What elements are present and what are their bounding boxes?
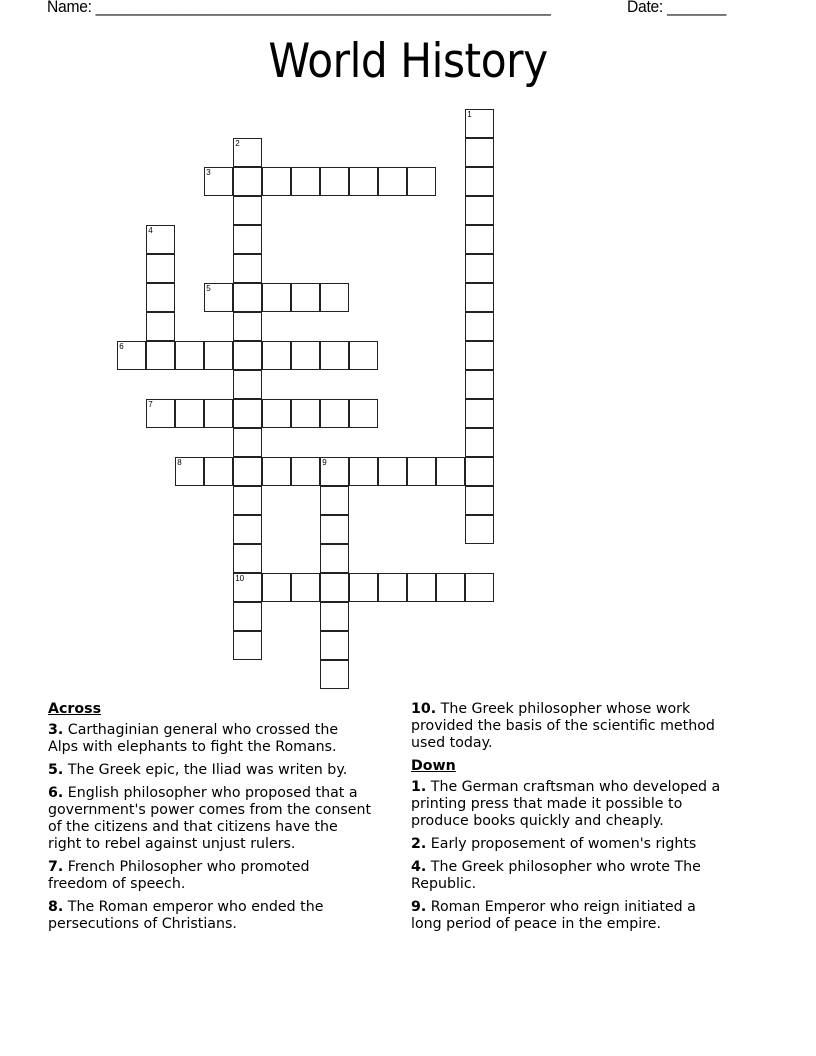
grid-cell[interactable] xyxy=(146,399,175,428)
clue-text: freedom of speech. xyxy=(48,876,186,892)
clue-text: The Greek philosopher who wrote The xyxy=(430,859,701,875)
grid-cell[interactable] xyxy=(233,196,262,225)
grid-cell[interactable] xyxy=(262,457,291,486)
clue-text: English philosopher who proposed that a xyxy=(67,785,358,801)
clue-number: 3 xyxy=(206,168,211,178)
clue-text: The Greek epic, the Iliad was writen by. xyxy=(67,762,348,778)
grid-cell[interactable] xyxy=(233,602,262,631)
clue-item xyxy=(48,899,408,933)
grid-cell[interactable] xyxy=(233,631,262,660)
grid-cell[interactable] xyxy=(349,399,378,428)
grid-cell[interactable] xyxy=(175,399,204,428)
clue-text: The German craftsman who developed a xyxy=(430,779,721,795)
clue-item xyxy=(48,722,408,756)
grid-cell[interactable] xyxy=(378,573,407,602)
clue-number: 6 xyxy=(119,342,124,352)
grid-cell[interactable] xyxy=(320,399,349,428)
grid-cell[interactable] xyxy=(349,341,378,370)
grid-cell[interactable] xyxy=(233,138,262,167)
grid-cell[interactable] xyxy=(465,167,494,196)
clue-text: Alps with elephants to fight the Romans. xyxy=(48,739,337,755)
grid-cell[interactable] xyxy=(117,341,146,370)
grid-cell[interactable] xyxy=(233,167,262,196)
grid-cell[interactable] xyxy=(465,138,494,167)
grid-cell[interactable] xyxy=(465,341,494,370)
grid-cell[interactable] xyxy=(233,428,262,457)
grid-cell[interactable] xyxy=(465,109,494,138)
clue-text: French Philosopher who promoted xyxy=(67,859,310,875)
grid-cell[interactable] xyxy=(233,515,262,544)
grid-cell[interactable] xyxy=(465,254,494,283)
down-heading: Down xyxy=(411,758,456,774)
grid-cell[interactable] xyxy=(233,283,262,312)
clue-line xyxy=(48,859,408,876)
clue-text: Early proposement of women's rights xyxy=(430,836,697,852)
clue-line xyxy=(48,802,408,819)
clue-text: right to rebel against unjust rulers. xyxy=(48,836,296,852)
clue-line xyxy=(48,739,408,756)
grid-cell[interactable] xyxy=(378,167,407,196)
clue-num: 3. xyxy=(48,722,64,738)
grid-cell[interactable] xyxy=(233,573,262,602)
clue-num: 5. xyxy=(48,762,64,778)
clue-number: 10 xyxy=(235,574,245,584)
grid-cell[interactable] xyxy=(262,399,291,428)
clue-num: 2. xyxy=(411,836,427,852)
clue-text: The Roman emperor who ended the xyxy=(67,899,324,915)
grid-cell[interactable] xyxy=(465,196,494,225)
clue-line xyxy=(411,796,771,813)
grid-cell[interactable] xyxy=(233,254,262,283)
clue-num: 10. xyxy=(411,701,437,717)
grid-cell[interactable] xyxy=(465,573,494,602)
page-title: World History xyxy=(268,34,548,89)
grid-cell[interactable] xyxy=(465,312,494,341)
grid-cell[interactable] xyxy=(320,283,349,312)
clue-text: Roman Emperor who reign initiated a xyxy=(430,899,696,915)
grid-cell[interactable] xyxy=(320,457,349,486)
grid-cell[interactable] xyxy=(291,399,320,428)
clue-number: 8 xyxy=(177,458,182,468)
grid-cell[interactable] xyxy=(291,167,320,196)
clue-line xyxy=(411,859,771,876)
clue-num: 6. xyxy=(48,785,64,801)
grid-cell[interactable] xyxy=(465,486,494,515)
clue-line xyxy=(48,819,408,836)
clue-number: 5 xyxy=(206,284,211,294)
grid-cell[interactable] xyxy=(320,631,349,660)
grid-cell[interactable] xyxy=(262,573,291,602)
clue-item xyxy=(48,762,408,779)
grid-cell[interactable] xyxy=(233,370,262,399)
clue-line xyxy=(411,779,771,796)
across-heading: Across xyxy=(48,701,102,717)
clue-line xyxy=(48,722,408,739)
grid-cell[interactable] xyxy=(320,602,349,631)
grid-cell[interactable] xyxy=(233,544,262,573)
grid-cell[interactable] xyxy=(349,573,378,602)
clue-text: government's power comes from the consent xyxy=(48,802,372,818)
clue-line xyxy=(411,876,771,893)
clue-line xyxy=(411,813,771,830)
grid-cell[interactable] xyxy=(465,515,494,544)
grid-cell[interactable] xyxy=(204,283,233,312)
clue-item xyxy=(411,899,771,933)
grid-cell[interactable] xyxy=(436,573,465,602)
grid-cell[interactable] xyxy=(204,167,233,196)
clue-text: printing press that made it possible to xyxy=(411,796,683,812)
clue-item xyxy=(411,859,771,893)
grid-cell[interactable] xyxy=(233,312,262,341)
grid-cell[interactable] xyxy=(175,457,204,486)
grid-cell[interactable] xyxy=(320,486,349,515)
grid-cell[interactable] xyxy=(262,167,291,196)
grid-cell[interactable] xyxy=(291,341,320,370)
grid-cell[interactable] xyxy=(349,167,378,196)
clue-num: 9. xyxy=(411,899,427,915)
clue-line xyxy=(411,718,771,735)
clue-line xyxy=(48,785,408,802)
grid-cell[interactable] xyxy=(320,515,349,544)
clue-number: 7 xyxy=(148,400,153,410)
clue-line xyxy=(411,701,771,718)
clue-item xyxy=(411,779,771,830)
grid-cell[interactable] xyxy=(465,428,494,457)
clue-text: Republic. xyxy=(411,876,477,892)
grid-cell[interactable] xyxy=(320,573,349,602)
clue-item xyxy=(48,859,408,893)
grid-cell[interactable] xyxy=(291,457,320,486)
clue-number: 1 xyxy=(467,110,472,120)
grid-cell[interactable] xyxy=(465,225,494,254)
grid-cell[interactable] xyxy=(465,283,494,312)
clue-line xyxy=(411,735,771,752)
grid-cell[interactable] xyxy=(349,457,378,486)
grid-cell[interactable] xyxy=(204,399,233,428)
grid-cell[interactable] xyxy=(146,341,175,370)
clue-text: of the citizens and that citizens have the xyxy=(48,819,338,835)
clue-text: provided the basis of the scientific method xyxy=(411,718,715,734)
grid-cell[interactable] xyxy=(378,457,407,486)
clue-num: 1. xyxy=(411,779,427,795)
grid-cell[interactable] xyxy=(262,341,291,370)
grid-cell[interactable] xyxy=(233,486,262,515)
clue-line xyxy=(48,916,408,933)
grid-cell[interactable] xyxy=(320,167,349,196)
date-field[interactable]: Date: _______ xyxy=(627,0,727,16)
grid-cell[interactable] xyxy=(465,457,494,486)
grid-cell[interactable] xyxy=(233,399,262,428)
grid-cell[interactable] xyxy=(407,457,436,486)
clue-text: The Greek philosopher whose work xyxy=(440,701,691,717)
clue-line xyxy=(48,836,408,853)
clue-line xyxy=(48,762,408,779)
clue-number: 9 xyxy=(322,458,327,468)
clue-line xyxy=(48,876,408,893)
clue-num: 7. xyxy=(48,859,64,875)
clue-text: Carthaginian general who crossed the xyxy=(67,722,339,738)
clue-line xyxy=(411,899,771,916)
grid-cell[interactable] xyxy=(262,283,291,312)
grid-cell[interactable] xyxy=(233,341,262,370)
clue-line xyxy=(411,836,771,853)
grid-cell[interactable] xyxy=(320,544,349,573)
grid-cell[interactable] xyxy=(233,225,262,254)
grid-cell[interactable] xyxy=(407,573,436,602)
clue-item xyxy=(48,785,408,853)
clue-num: 8. xyxy=(48,899,64,915)
clue-item xyxy=(411,836,771,853)
grid-cell[interactable] xyxy=(146,254,175,283)
grid-cell[interactable] xyxy=(146,225,175,254)
clue-text: produce books quickly and cheaply. xyxy=(411,813,664,829)
grid-cell[interactable] xyxy=(175,341,204,370)
grid-cell[interactable] xyxy=(320,341,349,370)
grid-cell[interactable] xyxy=(407,167,436,196)
name-field[interactable]: Name: ______________________________________________________ xyxy=(47,0,551,16)
grid-cell[interactable] xyxy=(291,283,320,312)
clue-line xyxy=(411,916,771,933)
grid-cell[interactable] xyxy=(465,370,494,399)
grid-cell[interactable] xyxy=(204,457,233,486)
clue-text: long period of peace in the empire. xyxy=(411,916,661,932)
grid-cell[interactable] xyxy=(291,573,320,602)
grid-cell[interactable] xyxy=(146,283,175,312)
clues-right-column xyxy=(411,701,771,939)
clue-line xyxy=(48,899,408,916)
clue-number: 4 xyxy=(148,226,153,236)
clue-text: used today. xyxy=(411,735,493,751)
clues-left-column xyxy=(48,701,408,939)
clue-number: 2 xyxy=(235,139,240,149)
clue-item xyxy=(411,701,771,752)
grid-cell[interactable] xyxy=(320,660,349,689)
clue-num: 4. xyxy=(411,859,427,875)
grid-cell[interactable] xyxy=(204,341,233,370)
clue-text: persecutions of Christians. xyxy=(48,916,237,932)
grid-cell[interactable] xyxy=(233,457,262,486)
grid-cell[interactable] xyxy=(465,399,494,428)
grid-cell[interactable] xyxy=(436,457,465,486)
grid-cell[interactable] xyxy=(146,312,175,341)
